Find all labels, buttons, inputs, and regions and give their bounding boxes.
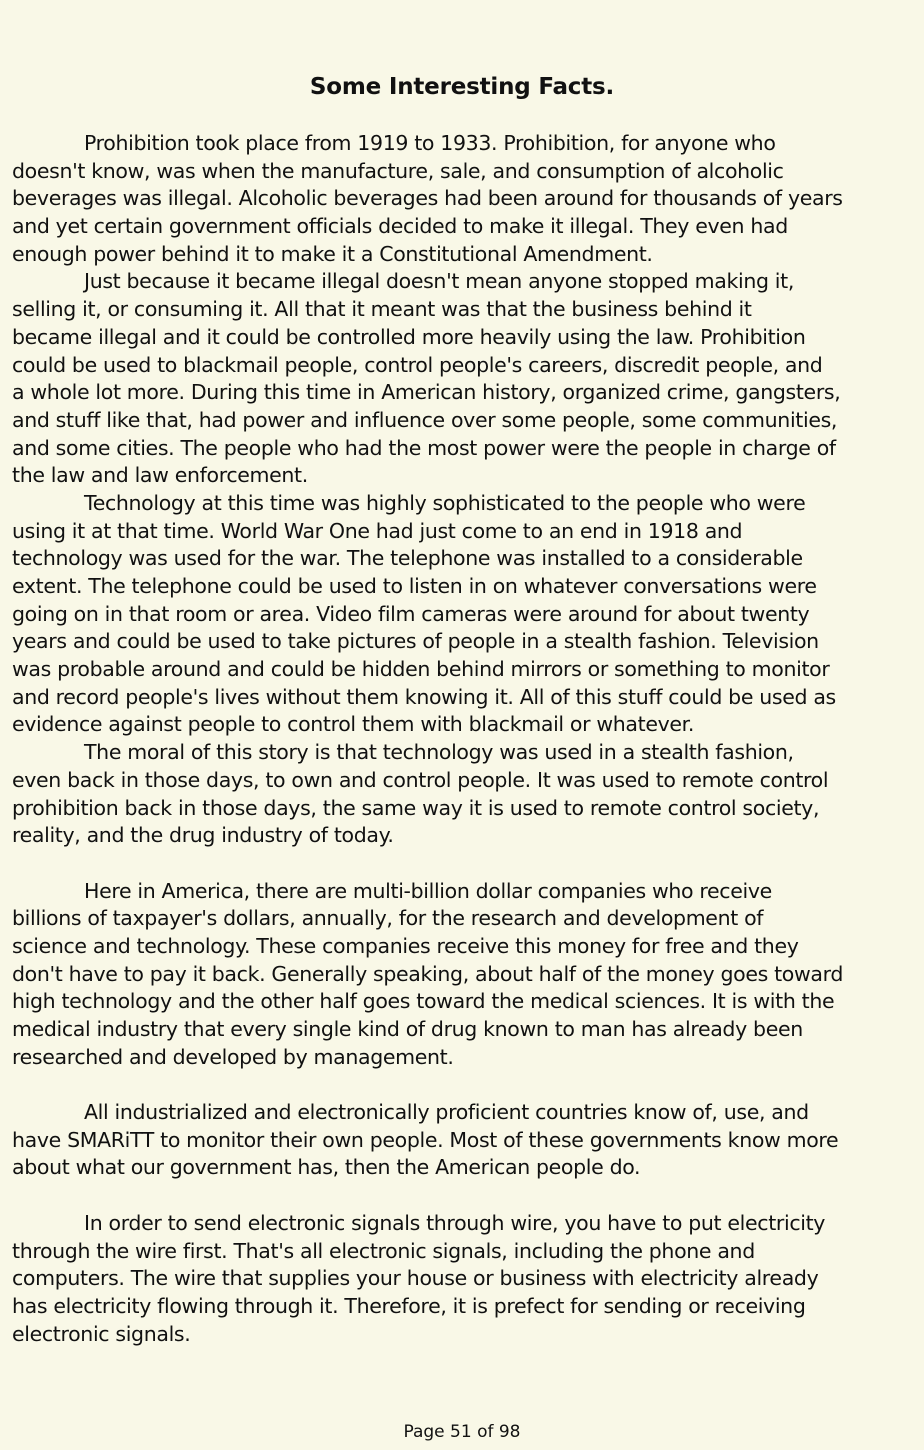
text-line: don't have to pay it back. Generally speaking, about half of the money goes toward <box>12 961 843 986</box>
text-line: and stuff like that, had power and influence over some people, some communities, <box>12 407 838 432</box>
text-line: All industrialized and electronically proficient countries know of, use, and <box>84 1100 809 1125</box>
paragraph-spacer <box>12 1182 917 1210</box>
page-title: Some Interesting Facts. <box>309 74 615 100</box>
document-body <box>12 130 917 1348</box>
text-line: has electricity flowing through it. Therefore, it is prefect for sending or receiving <box>12 1293 806 1318</box>
text-line: going on in that room or area. Video film cameras were around for about twenty <box>12 601 810 626</box>
paragraph-companies <box>12 878 917 1072</box>
text-line: technology was used for the war. The telephone was installed to a considerable <box>12 546 803 571</box>
paragraph-electronic-signals <box>12 1210 917 1348</box>
paragraph-spacer <box>12 850 917 878</box>
text-line: through the wire first. That's all electronic signals, including the phone and <box>12 1238 755 1263</box>
text-line: computers. The wire that supplies your house or business with electricity already <box>12 1266 819 1291</box>
text-line: a whole lot more. During this time in American history, organized crime, gangsters, <box>12 380 841 405</box>
text-line: science and technology. These companies receive this money for free and they <box>12 933 799 958</box>
text-line: high technology and the other half goes toward the medical sciences. It is with the <box>12 989 835 1014</box>
text-line: and record people's lives without them knowing it. All of this stuff could be used as <box>12 684 836 709</box>
text-line: medical industry that every single kind of drug known to man has already been <box>12 1017 803 1041</box>
text-line: In order to send electronic signals through wire, you have to put electricity <box>84 1210 826 1235</box>
text-line: Here in America, there are multi-billion dollar companies who receive <box>84 878 772 903</box>
text-line: selling it, or consuming it. All that it meant was that the business behind it <box>12 297 752 322</box>
text-line: even back in those days, to own and control people. It was used to remote control <box>12 767 829 792</box>
text-line: became illegal and it could be controlled more heavily using the law. Prohibition <box>12 324 806 349</box>
text-line: evidence against people to control them with blackmail or whatever. <box>12 712 694 737</box>
text-line: Technology at this time was highly sophisticated to the people who were <box>84 490 806 515</box>
text-line: researched and developed by management. <box>12 1044 454 1069</box>
text-line: billions of taxpayer's dollars, annually, for the research and development of <box>12 906 764 931</box>
paragraph-technology <box>12 490 917 739</box>
page-number-footer: Page 51 of 98 <box>403 1422 521 1442</box>
text-line: Prohibition took place from 1919 to 1933. Prohibition, for anyone who <box>84 131 776 155</box>
text-line: could be used to blackmail people, control people's careers, discredit people, and <box>12 352 823 377</box>
paragraph-prohibition <box>12 130 917 268</box>
text-line: extent. The telephone could be used to listen in on whatever conversations were <box>12 574 817 598</box>
paragraph-moral <box>12 739 917 850</box>
paragraph-spacer <box>12 1071 917 1099</box>
text-line: about what our government has, then the American people do. <box>12 1155 641 1180</box>
text-line: The moral of this story is that technology was used in a stealth fashion, <box>84 740 794 765</box>
text-line: Just because it became illegal doesn't mean anyone stopped making it, <box>84 269 795 294</box>
text-line: the law and law enforcement. <box>12 463 308 488</box>
text-line: using it at that time. World War One had just come to an end in 1918 and <box>12 518 743 543</box>
text-line: enough power behind it to make it a Constitutional Amendment. <box>12 241 653 266</box>
text-line: and some cities. The people who had the most power were the people in charge of <box>12 435 836 460</box>
paragraph-countries <box>12 1099 917 1182</box>
text-line: doesn't know, was when the manufacture, sale, and consumption of alcoholic <box>12 158 784 183</box>
text-line: and yet certain government officials decided to make it illegal. They even had <box>12 214 788 239</box>
text-line: have SMARiTT to monitor their own people. Most of these governments know more <box>12 1127 839 1152</box>
text-line: was probable around and could be hidden behind mirrors or something to monitor <box>12 657 830 682</box>
paragraph-illegal-business <box>12 268 917 490</box>
text-line: electronic signals. <box>12 1321 191 1346</box>
text-line: prohibition back in those days, the same way it is used to remote control society, <box>12 795 820 820</box>
text-line: beverages was illegal. Alcoholic beverages had been around for thousands of years <box>12 186 843 211</box>
text-line: years and could be used to take pictures of people in a stealth fashion. Television <box>12 629 819 654</box>
text-line: reality, and the drug industry of today. <box>12 823 394 848</box>
